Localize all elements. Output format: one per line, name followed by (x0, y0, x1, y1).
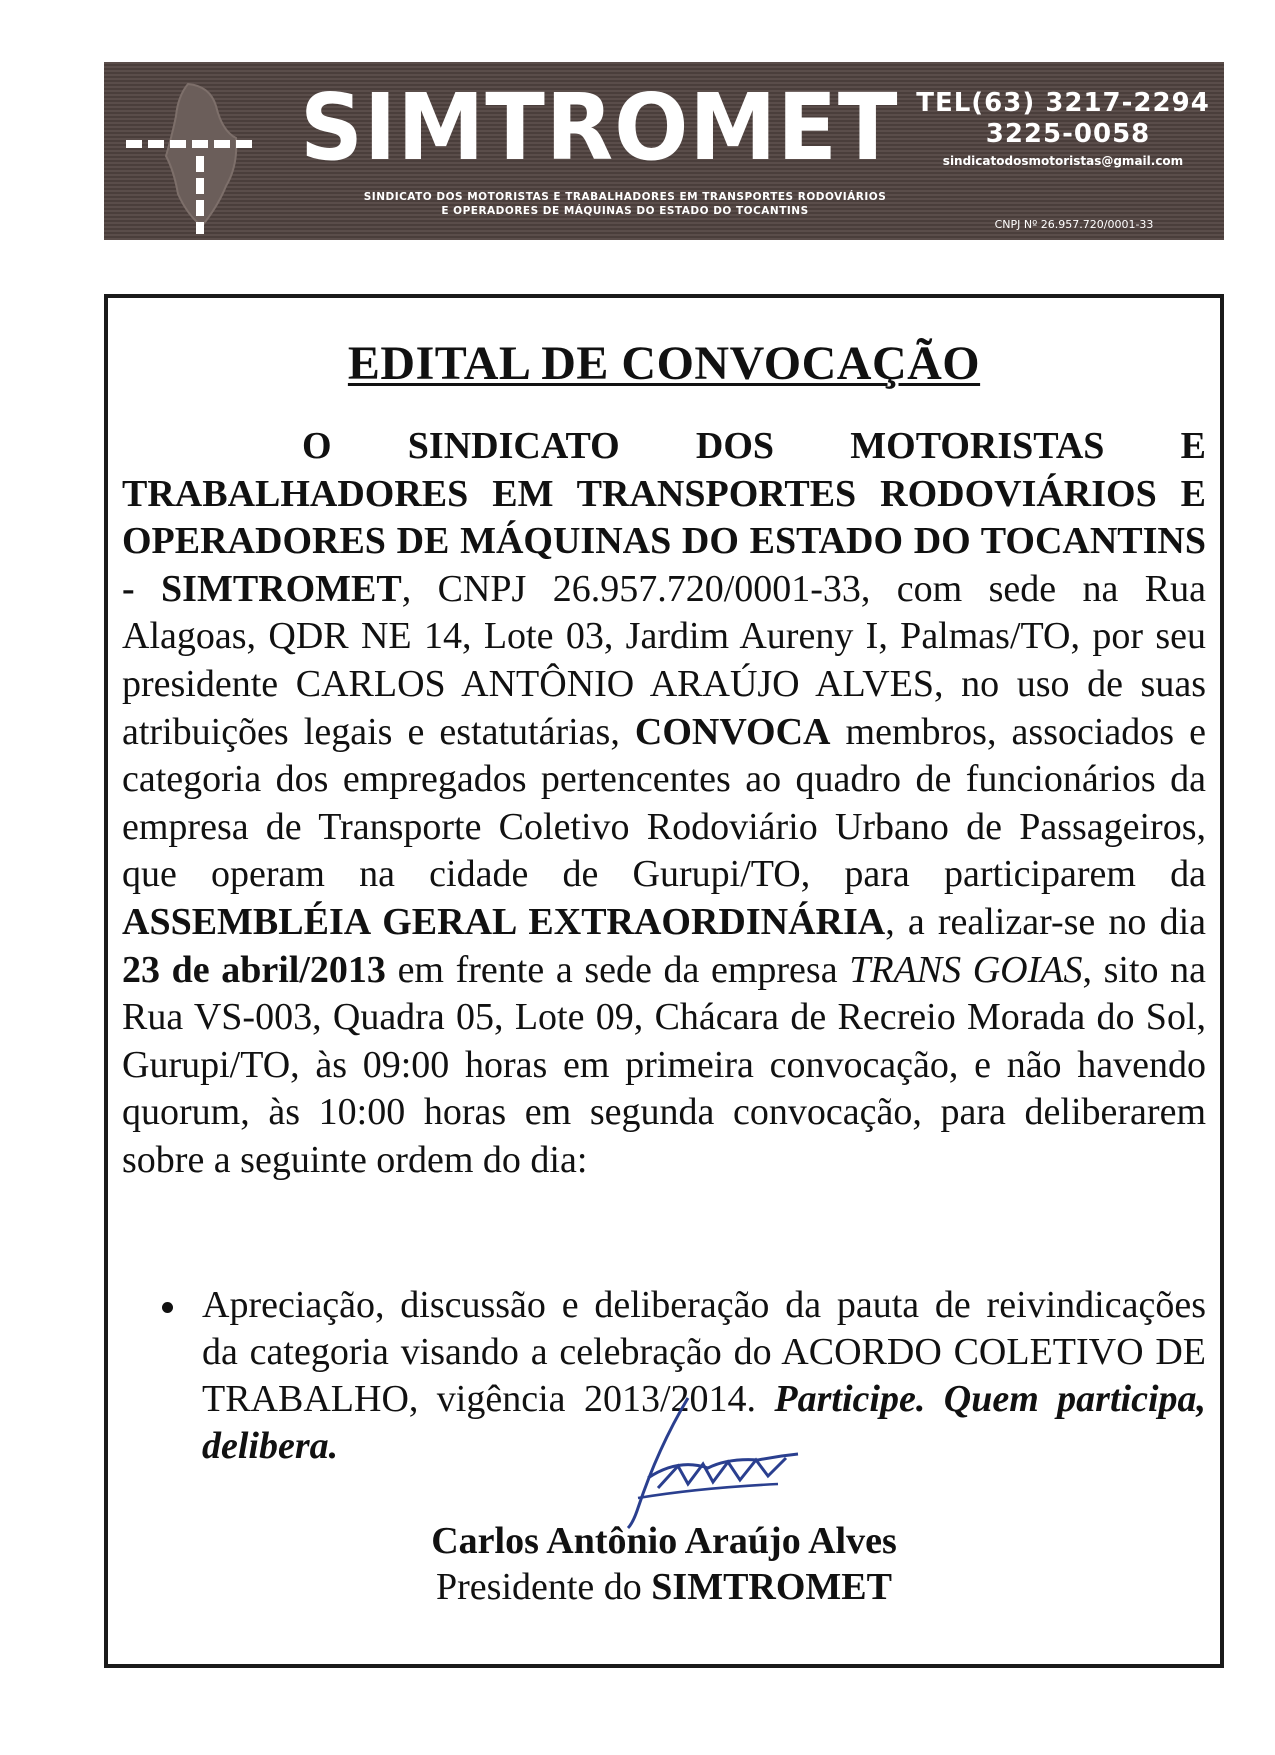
phone-primary: TEL(63) 3217-2294 (916, 88, 1210, 118)
agenda-motto: Participe. Quem participa, delibera. (202, 1378, 1206, 1467)
road-map-logo-icon (118, 76, 278, 236)
text-segment: , CNPJ 26.957.720/0001-33, com sede na Rua Alagoas, QDR NE 14, Lote 03, Jardim Aureny I, Palmas/TO, por seu presidente CARLOS ANTÔNIO ARAÚJO ALVES, no uso de suas atribuições legais e estatutárias, (122, 567, 1206, 753)
signer-name: Carlos Antônio Araújo Alves (431, 1520, 897, 1562)
signature-block (108, 1518, 1220, 1610)
tagline-line-2: E OPERADORES DE MÁQUINAS DO ESTADO DO TOCANTINS (441, 205, 809, 217)
brand-name: SIMTROMET (300, 74, 899, 181)
phone-secondary: 3225-0058 (985, 119, 1151, 149)
text-segment: , a realizar-se no dia (885, 900, 1206, 943)
main-paragraph (122, 423, 1206, 1185)
notice-title: EDITAL DE CONVOCAÇÃO (347, 337, 981, 390)
role-text: Presidente do (436, 1566, 652, 1608)
assembly-name: ASSEMBLÉIA GERAL EXTRAORDINÁRIA (122, 900, 886, 943)
tagline-line-1: SINDICATO DOS MOTORISTAS E TRABALHADORES EM TRANSPORTES RODOVIÁRIOS (363, 191, 887, 203)
bullet-icon (162, 1302, 173, 1313)
text-segment: em frente a sede da empresa (385, 948, 850, 991)
header-cnpj: CNPJ Nº 26.957.720/0001-33 (994, 218, 1154, 231)
contact-info (910, 88, 1216, 172)
text-segment: membros, associados e categoria dos empregados pertencentes ao quadro de funcionários da empresa de Transporte Coletivo Rodoviário Urbano de Passageiros, que operam na cidade de Gurupi/TO, para participarem da (122, 710, 1206, 896)
company-name: TRANS GOIAS (849, 948, 1083, 991)
agenda-text: Apreciação, discussão e deliberação da pauta de reivindicações da categoria visando a celebração do ACORDO COLETIVO DE TRABALHO, vigência 2013/2014. (202, 1284, 1206, 1420)
union-name: O SINDICATO DOS MOTORISTAS E TRABALHADORES EM TRANSPORTES RODOVIÁRIOS E OPERADORES DE MÁQUINAS DO ESTADO DO TOCANTINS - SIMTROMET (122, 425, 1206, 610)
email-address: sindicatodosmotoristas@gmail.com (942, 154, 1184, 168)
letterhead-banner (104, 62, 1224, 240)
handwritten-signature (528, 1388, 858, 1538)
signer-org: SIMTROMET (651, 1566, 892, 1608)
notice-box (104, 294, 1224, 1668)
meeting-date: 23 de abril/2013 (122, 948, 386, 991)
signer-role (108, 1564, 1220, 1610)
brand-tagline (300, 190, 950, 218)
text-segment: , sito na Rua VS-003, Quadra 05, Lote 09, Chácara de Recreio Morada do Sol, Gurupi/TO, às 09:00 horas em primeira convocação, e não havendo quorum, às 10:00 horas em segunda convocação, para deliberarem sobre a seguinte ordem do dia: (122, 948, 1206, 1181)
convoca-word: CONVOCA (634, 710, 831, 753)
notice-body (122, 423, 1206, 1185)
